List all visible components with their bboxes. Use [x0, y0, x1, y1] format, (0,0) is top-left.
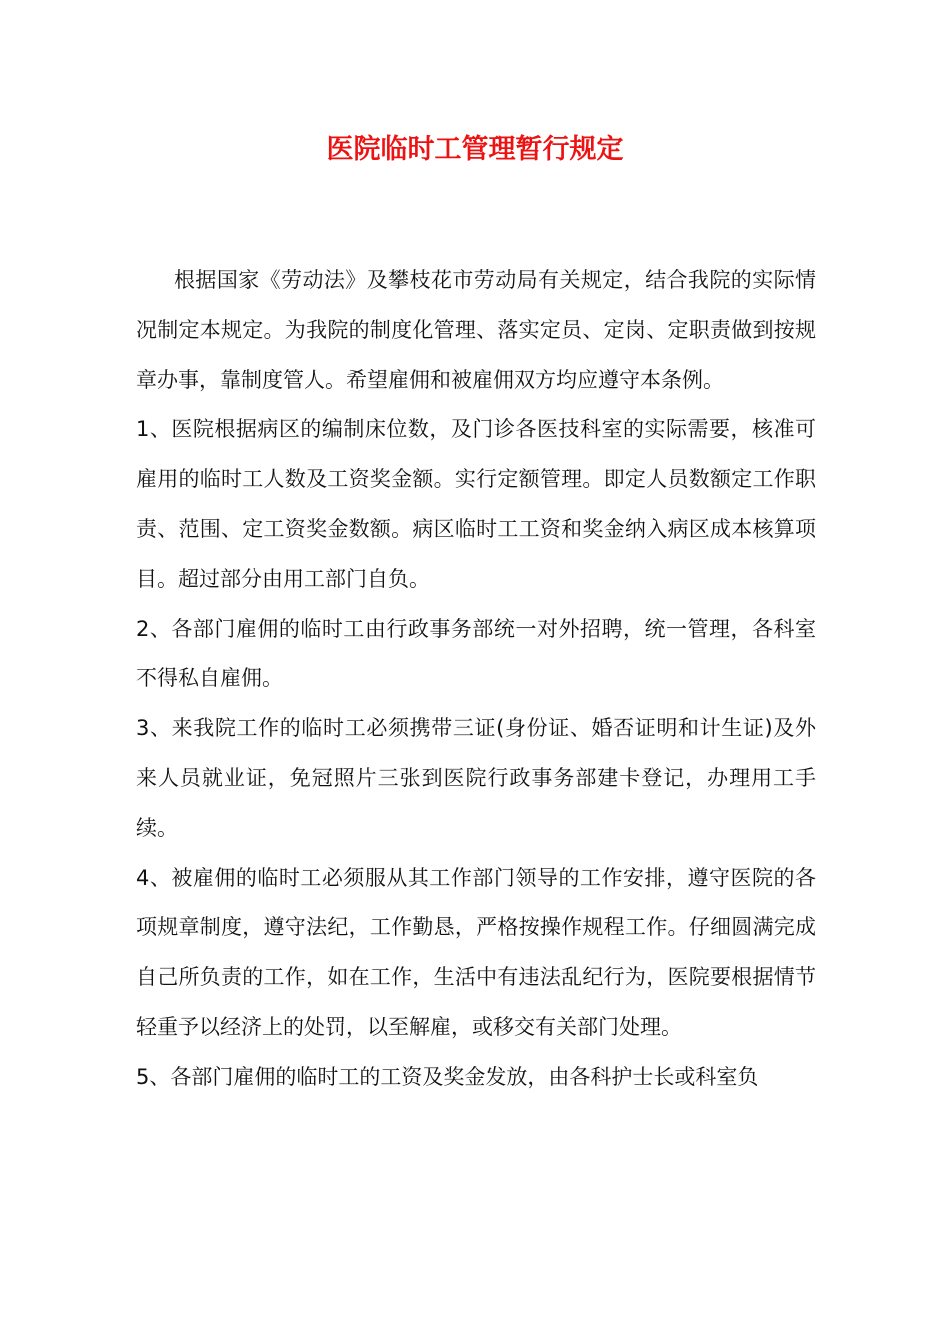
intro-paragraph: 根据国家《劳动法》及攀枝花市劳动局有关规定，结合我院的实际情况制定本规定。为我院的制度化管理、落实定员、定岗、定职责做到按规章办事，靠制度管人。希望雇佣和被雇佣双方均应遵守本条例。	[136, 268, 816, 392]
clause-4: 4、被雇佣的临时工必须服从其工作部门领导的工作安排，遵守医院的各项规章制度，遵守法纪，工作勤恳，严格按操作规程工作。仔细圆满完成自己所负责的工作，如在工作，生活中有违法乱纪行为，医院要根据情节轻重予以经济上的处罚，以至解雇，或移交有关部门处理。	[136, 865, 816, 1039]
clause-5: 5、各部门雇佣的临时工的工资及奖金发放，由各科护士长或科室负	[136, 1064, 759, 1089]
clause-3: 3、来我院工作的临时工必须携带三证(身份证、婚否证明和计生证)及外来人员就业证，免冠照片三张到医院行政事务部建卡登记，办理用工手续。	[136, 716, 816, 840]
clause-2: 2、各部门雇佣的临时工由行政事务部统一对外招聘，统一管理，各科室不得私自雇佣。	[136, 616, 816, 691]
document-body	[136, 256, 816, 1103]
document-title: 医院临时工管理暂行规定	[326, 134, 624, 165]
clause-1: 1、医院根据病区的编制床位数，及门诊各医技科室的实际需要，核准可雇用的临时工人数及工资奖金额。实行定额管理。即定人员数额定工作职责、范围、定工资奖金数额。病区临时工工资和奖金纳入病区成本核算项目。超过部分由用工部门自负。	[136, 417, 816, 591]
